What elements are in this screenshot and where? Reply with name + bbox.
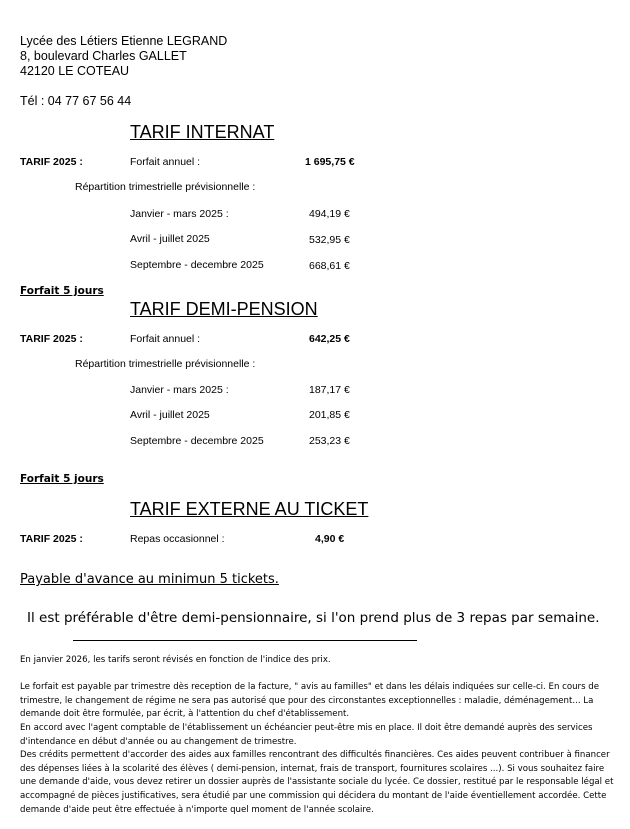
school-phone: Tél : 04 77 67 56 44 xyxy=(20,94,132,108)
school-name: Lycée des Létiers Etienne LEGRAND xyxy=(20,34,228,48)
demi-pension-repartition-label: Répartition trimestrielle prévisionnelle : xyxy=(75,358,256,370)
demi-pension-title: TARIF DEMI-PENSION xyxy=(130,299,318,319)
internat-period-3-label: Septembre - decembre 2025 xyxy=(130,259,264,271)
aid-paragraph: Des crédits permettent d'accorder des aides aux familles rencontrant des difficultés financières. Ces aides peuvent contribuer à financer des dépenses liées à la scolarité des élèves ( demi-pension, internat, frais de transport, fournitures scolaires ...). Si vous souhaitez faire une demande d'aide, vous devez retirer un dossier auprès de l'assistante sociale du lycée. Ce dossier, restitué par le responsable légal et accompagné de pièces justificatives, sera étudié par une commission qui décidera du montant de l'aide éventiellement accordée. Cette demande d'aide peut être effectuée à n'importe quel moment de l'année scolaire. xyxy=(20,750,614,815)
demi-pension-period-1-value: 187,17 € xyxy=(309,384,350,396)
externe-repas-value: 4,90 € xyxy=(315,533,345,545)
demi-pension-period-2-label: Avril - juillet 2025 xyxy=(130,409,210,421)
externe-repas-label: Repas occasionnel : xyxy=(130,533,225,545)
school-city: 42120 LE COTEAU xyxy=(20,64,130,78)
internat-period-2-value: 532,95 € xyxy=(309,234,350,246)
divider-line xyxy=(73,640,417,641)
demi-pension-period-2-value: 201,85 € xyxy=(309,409,350,421)
internat-period-1-value: 494,19 € xyxy=(309,208,350,220)
internat-period-1-label: Janvier - mars 2025 : xyxy=(130,208,229,220)
internat-repartition-label: Répartition trimestrielle prévisionnelle : xyxy=(75,181,256,193)
internat-forfait-value: 1 695,75 € xyxy=(305,156,355,168)
payment-paragraph: Le forfait est payable par trimestre dès reception de la facture, " avis au familles" et dans les délais indiquées sur celle-ci. En cours de trimestre, le changement de régime ne sera pas autorisé que pour des circonstantes exceptionnelles : maladie, déménagement... La demande doit être formulée, par écrit, à l'attention du chef d'établissement. xyxy=(20,682,600,720)
preferable-notice: Il est préférable d'être demi-pensionnaire, si l'on prend plus de 3 repas par semaine. xyxy=(27,610,600,626)
internat-period-3-value: 668,61 € xyxy=(309,260,350,272)
revision-note: En janvier 2026, les tarifs seront révisés en fonction de l'indice des prix. xyxy=(20,655,331,665)
demi-pension-forfait-label: Forfait annuel : xyxy=(130,333,201,345)
internat-tarif-label: TARIF 2025 : xyxy=(20,156,83,168)
demi-pension-tarif-label: TARIF 2025 : xyxy=(20,333,83,345)
externe-forfait-5-jours: Forfait 5 jours xyxy=(20,473,104,485)
demi-pension-period-3-value: 253,23 € xyxy=(309,435,350,447)
payable-notice: Payable d'avance au minimun 5 tickets. xyxy=(20,572,279,587)
internat-period-2-label: Avril - juillet 2025 xyxy=(130,233,210,245)
externe-tarif-label: TARIF 2025 : xyxy=(20,533,83,545)
notes-block xyxy=(20,654,620,817)
demi-pension-period-1-label: Janvier - mars 2025 : xyxy=(130,384,229,396)
internat-title: TARIF INTERNAT xyxy=(130,122,275,142)
demi-pension-forfait-5-jours: Forfait 5 jours xyxy=(20,285,104,297)
externe-title: TARIF EXTERNE AU TICKET xyxy=(130,499,369,519)
demi-pension-forfait-value: 642,25 € xyxy=(309,333,350,345)
school-street: 8, boulevard Charles GALLET xyxy=(20,49,187,63)
internat-forfait-label: Forfait annuel : xyxy=(130,156,201,168)
demi-pension-period-3-label: Septembre - decembre 2025 xyxy=(130,435,264,447)
echeancier-paragraph: En accord avec l'agent comptable de l'établissement un échéancier peut-être mis en place. Il doit être demandé auprès des services d'intendance en début d'année ou au changement de trimestre. xyxy=(20,722,593,747)
